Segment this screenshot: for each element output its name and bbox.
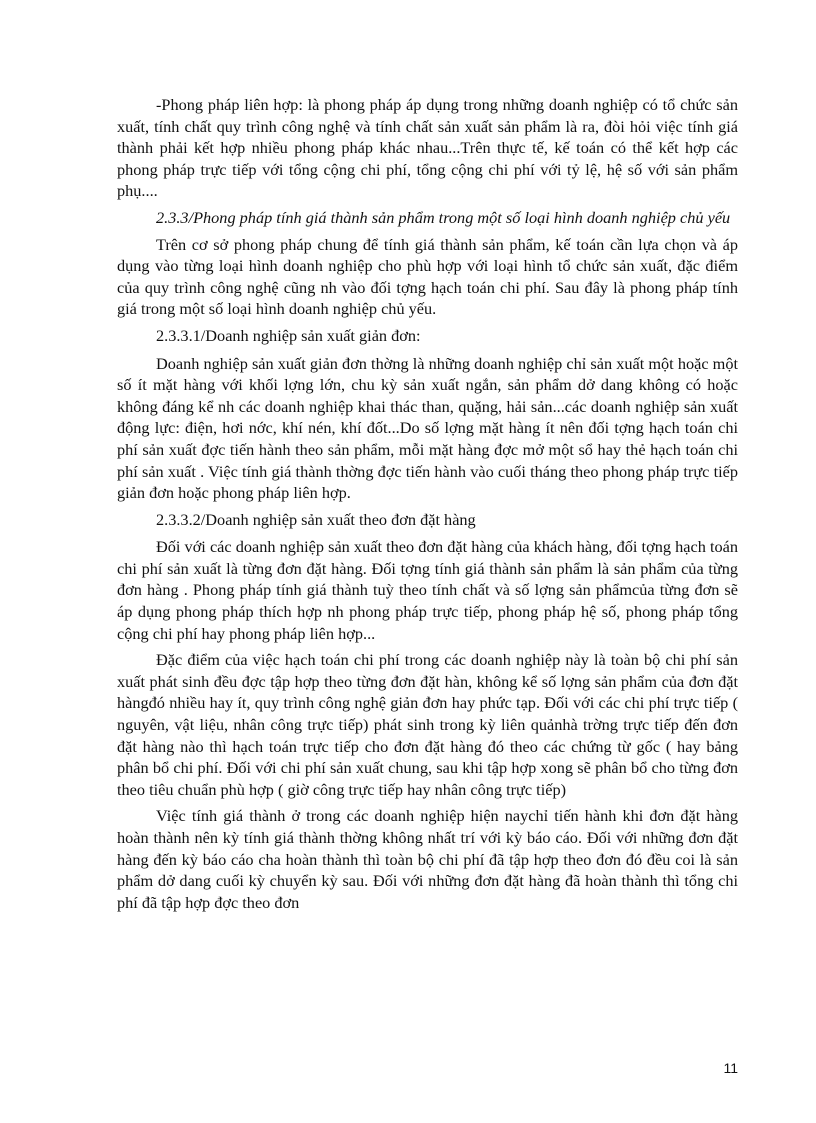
paragraph-costing-timing: Việc tính giá thành ở trong các doanh nghiệp hiện naychỉ tiến hành khi đơn đặt hàng hoàn thành nên kỳ tính giá thành thờng không nhất trí với kỳ báo cáo. Đối với những đơn đặt hàng đến kỳ báo cáo cha hoàn thành thì toàn bộ chi phí đã tập hợp theo đơn đó đều coi là sản phẩm dở dang cuối kỳ chuyển kỳ sau. Đối với những đơn đặt hàng đã hoàn thành thì tổng chi phí đã tập hợp đợc theo đơn xyxy=(117,806,738,912)
paragraph-combined-method: -Phong pháp liên hợp: là phong pháp áp dụng trong những doanh nghiệp có tổ chức sản xuất, tính chất quy trình công nghệ và tính chất sản xuất sản phẩm là ra, đòi hỏi việc tính giá thành phải kết hợp nhiều phong pháp khác nhau...Trên thực tế, kế toán có thể kết hợp các phong pháp trực tiếp với tổng cộng chi phí, tổng cộng chi phí với tỷ lệ, hệ số với sản phẩm phụ.... xyxy=(117,95,738,201)
paragraph-simple-production: Doanh nghiệp sản xuất giản đơn thờng là những doanh nghiệp chỉ sản xuất một hoặc một số ít mặt hàng với khối lợng lớn, chu kỳ sản xuất ngắn, sản phẩm dở dang không có hoặc không đáng kể nh các doanh nghiệp khai thác than, quặng, hải sản...các doanh nghiệp sản xuất động lực: điện, hơi nớc, khí nén, khí đốt...Do số lợng mặt hàng ít nên đối tợng hạch toán chi phí sản xuất đợc tiến hành theo sản phẩm, mỗi mặt hàng đợc mở một sổ hay thẻ hạch toán chi phí sản xuất . Việc tính giá thành thờng đợc tiến hành vào cuối tháng theo phong pháp trực tiếp giản đơn hoặc phong pháp liên hợp. xyxy=(117,353,738,503)
paragraph-order-production: Đối với các doanh nghiệp sản xuất theo đơn đặt hàng của khách hàng, đối tợng hạch toán chi phí sản xuất là từng đơn đặt hàng. Đối tợng tính giá thành sản phẩm là sản phẩm của từng đơn hàng . Phong pháp tính giá thành tuỳ theo tính chất và số lợng sản phẩmcủa từng đơn sẽ áp dụng phong pháp thích hợp nh phong pháp trực tiếp, phong pháp hệ số, phong pháp tổng cộng chi phí hay phong pháp liên hợp... xyxy=(117,537,738,643)
paragraph-intro: Trên cơ sở phong pháp chung để tính giá thành sản phẩm, kế toán cần lựa chọn và áp dụng vào từng loại hình doanh nghiệp cho phù hợp với loại hình tổ chức sản xuất, đặc điểm của quy trình công nghệ cũng nh vào đối tợng hạch toán chi phí. Sau đây là phong pháp tính giá trong một số loại hình doanh nghiệp chủ yếu. xyxy=(117,234,738,319)
section-heading-2-3-3: 2.3.3/Phong pháp tính giá thành sản phẩm trong một số loại hình doanh nghiệp chủ yếu xyxy=(156,207,731,227)
page-number: 11 xyxy=(723,1060,738,1076)
subsection-heading-2-3-3-2: 2.3.3.2/Doanh nghiệp sản xuất theo đơn đặt hàng xyxy=(156,509,476,529)
paragraph-cost-accounting: Đặc điểm của việc hạch toán chi phí trong các doanh nghiệp này là toàn bộ chi phí sản xuất phát sinh đều đợc tập hợp theo từng đơn đặt hàn, không kể số lợng sản phẩm của đơn đặt hàngđó nhiều hay ít, quy trình công nghệ giản đơn hay phức tạp. Đối với các chi phí trực tiếp ( nguyên, vật liệu, nhân công trực tiếp) phát sinh trong kỳ liên quảnhà trờng trực tiếp đến đơn đặt hàng nào thì hạch toán trực tiếp cho đơn đặt hàng đó theo các chứng từ gốc ( hay bảng phân bổ chi phí. Đối với chi phí sản xuất chung, sau khi tập hợp xong sẽ phân bổ cho từng đơn theo tiêu chuẩn phù hợp ( giờ công trực tiếp hay nhân công trực tiếp) xyxy=(117,650,738,799)
subsection-heading-2-3-3-1: 2.3.3.1/Doanh nghiệp sản xuất giản đơn: xyxy=(156,325,421,345)
